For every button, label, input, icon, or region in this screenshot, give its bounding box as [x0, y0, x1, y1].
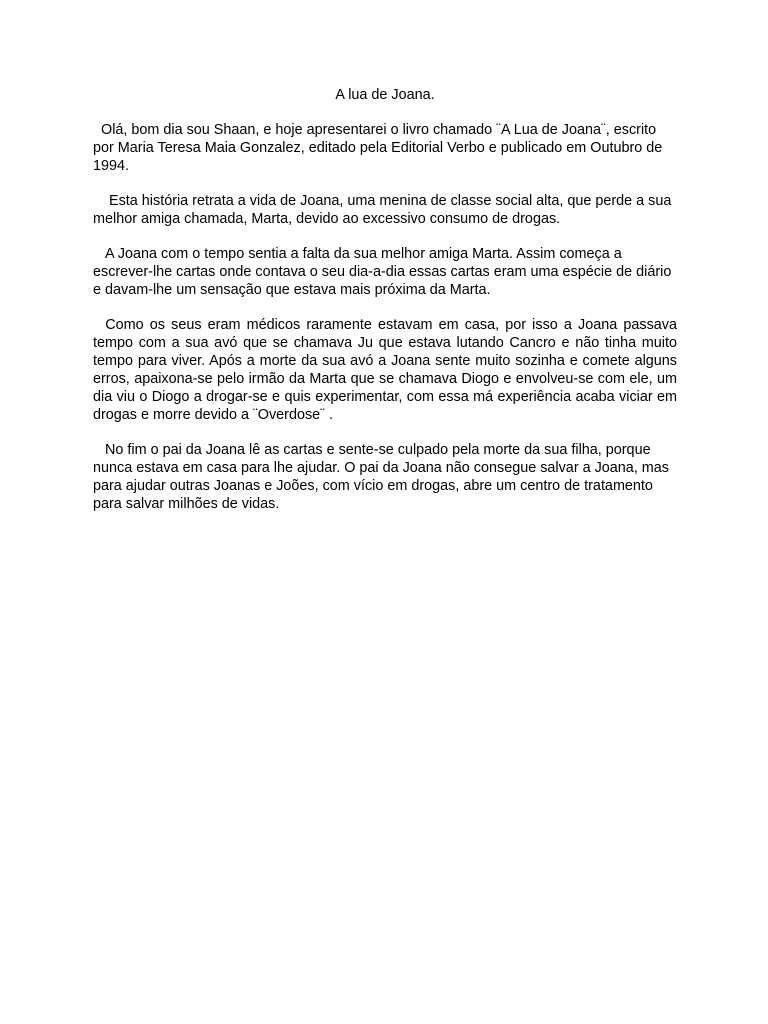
paragraph-letters: A Joana com o tempo sentia a falta da sua melhor amiga Marta. Assim começa a escrever-lhe cartas onde contava o seu dia-a-dia essas cartas eram uma espécie de diário e davam-lhe um sensação que estava mais próxima da Marta. [93, 246, 676, 298]
paragraph-summary: Esta história retrata a vida de Joana, uma menina de classe social alta, que perde a sua melhor amiga chamada, Marta, devido ao excessivo consumo de drogas. [93, 193, 676, 227]
paragraph-grandmother: Como os seus eram médicos raramente estavam em casa, por isso a Joana passava tempo com a sua avó que se chamava Ju que estava lutando Cancro e não tinha muito tempo para viver. Após a morte da sua avó a Joana sente muito sozinha e comete alguns erros, apaixona-se pelo irmão da Marta que se chamava Diogo e envolveu-se com ele, um dia viu o Diogo a drogar-se e quis experimentar, com essa má experiência acaba viciar em drogas e morre devido a ¨Overdose¨ . [93, 317, 681, 423]
paragraph-ending: No fim o pai da Joana lê as cartas e sente-se culpado pela morte da sua filha, porque nunca estava em casa para lhe ajudar. O pai da Joana não consegue salvar a Joana, mas para ajudar outras Joanas e Joões, com vício em drogas, abre um centro de tratamento para salvar milhões de vidas. [93, 442, 673, 512]
paragraph-introduction: Olá, bom dia sou Shaan, e hoje apresentarei o livro chamado ¨A Lua de Joana¨, escrito por Maria Teresa Maia Gonzalez, editado pela Editorial Verbo e publicado em Outubro de 1994. [93, 122, 667, 174]
document-body [93, 86, 681, 530]
document-title: A lua de Joana. [335, 87, 435, 103]
